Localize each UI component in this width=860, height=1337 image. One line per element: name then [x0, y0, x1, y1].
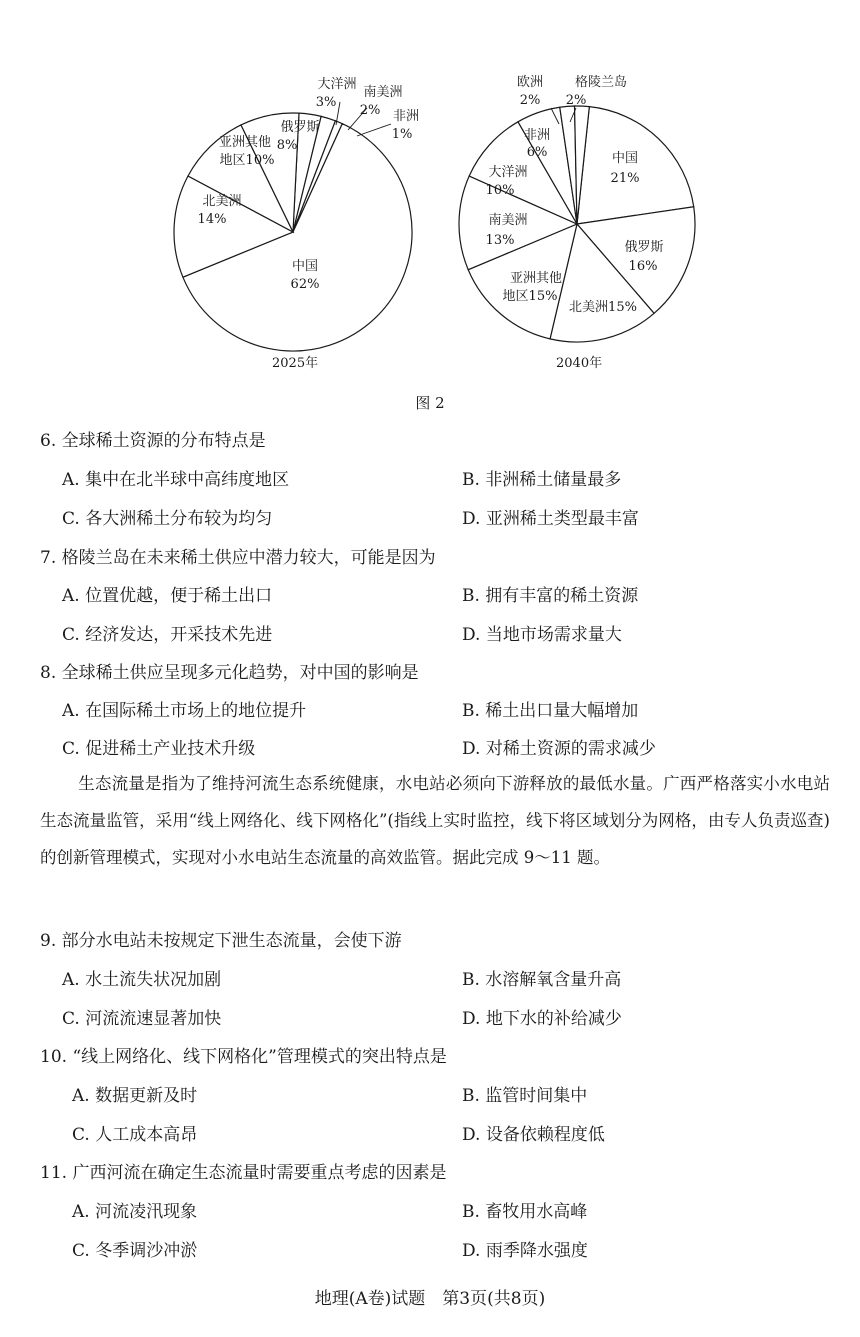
pie2-label-russia-value: 16% [628, 259, 658, 274]
pie2-label-asia-value: 地区15% [502, 289, 558, 304]
pie1-label-asia-name: 亚洲其他 [218, 135, 272, 150]
pie1-label-africa-name: 非洲 [392, 109, 420, 124]
passage-text: 生态流量是指为了维持河流生态系统健康，水电站必须向下游释放的最低水量。广西严格落实小水电站生态流量监管，采用“线上网络化、线下网格化”(指线上实时监控，线下将区域划分为网格，由专人负责巡查)的创新管理模式，实现对小水电站生态流量的高效监管。据此完成 9～11 题。 [40, 774, 830, 867]
pie2-label-africa-value: 6% [526, 145, 548, 160]
pie2-label-greenland-value: 2% [565, 93, 587, 108]
question-7-option-a: A. 位置优越，便于稀土出口 [62, 586, 273, 606]
figure-2 [0, 0, 860, 380]
question-9-option-d: D. 地下水的补给减少 [462, 1009, 622, 1029]
question-9-option-a: A. 水土流失状况加剧 [62, 970, 222, 990]
question-8-option-d: D. 对稀土资源的需求减少 [462, 739, 656, 759]
pie2-label-europe-value: 2% [519, 93, 541, 108]
question-11-option-b: B. 畜牧用水高峰 [462, 1202, 588, 1222]
question-8-title: 8. 全球稀土供应呈现多元化趋势，对中国的影响是 [40, 663, 419, 683]
pie1-label-africa-value: 1% [391, 127, 413, 142]
pie2-label-samerica-value: 13% [485, 233, 515, 248]
question-11-option-a: A. 河流凌汛现象 [72, 1202, 198, 1222]
pie1-label-namerica-value: 14% [197, 212, 227, 227]
pie1-label-namerica-name: 北美洲 [202, 194, 242, 209]
pie1-label-oceania-name: 大洋洲 [317, 77, 357, 92]
question-9-title: 9. 部分水电站未按规定下泄生态流量，会使下游 [40, 931, 402, 951]
page-footer: 地理(A卷)试题 第3页(共8页) [314, 1289, 546, 1309]
pie2-label-greenland-name: 格陵兰岛 [574, 75, 628, 90]
pie2-label-europe-name: 欧洲 [516, 75, 544, 90]
pie1-year-label: 2025年 [272, 356, 319, 371]
pie2-label-china-value: 21% [610, 171, 640, 186]
question-9-option-b: B. 水溶解氧含量升高 [462, 970, 622, 990]
question-8-option-c: C. 促进稀土产业技术升级 [62, 739, 256, 759]
pie1-label-russia-value: 8% [276, 138, 298, 153]
pie1-leader-africa [357, 124, 391, 136]
question-7-option-c: C. 经济发达，开采技术先进 [62, 625, 273, 645]
pie1-label-samerica-value: 2% [359, 103, 381, 118]
pie1-label-asia-value: 地区10% [219, 153, 275, 168]
pie2-year-label: 2040年 [556, 356, 603, 371]
pie-charts-svg [0, 0, 860, 380]
question-10-title: 10. “线上网络化、线下网格化”管理模式的突出特点是 [40, 1047, 447, 1067]
pie2-label-namerica: 北美洲15% [569, 300, 637, 315]
question-6-option-a: A. 集中在北半球中高纬度地区 [62, 470, 290, 490]
pie2-label-oceania-value: 10% [485, 183, 515, 198]
pie2-label-asia-name: 亚洲其他 [509, 271, 563, 286]
reading-passage [40, 765, 830, 876]
question-10-option-a: A. 数据更新及时 [72, 1086, 198, 1106]
pie1-leader-samerica [348, 108, 367, 130]
question-9-option-c: C. 河流流速显著加快 [62, 1009, 222, 1029]
question-6-option-b: B. 非洲稀土储量最多 [462, 470, 622, 490]
question-10-option-b: B. 监管时间集中 [462, 1086, 588, 1106]
question-6-option-d: D. 亚洲稀土类型最丰富 [462, 509, 639, 529]
pie2-label-samerica-name: 南美洲 [488, 213, 528, 228]
pie2-label-china-name: 中国 [611, 151, 639, 166]
question-10-option-c: C. 人工成本高昂 [72, 1125, 198, 1145]
figure-caption: 图 2 [415, 394, 445, 412]
pie2-label-africa-name: 非洲 [523, 128, 551, 143]
pie1-label-russia-name: 俄罗斯 [280, 120, 320, 135]
question-7-title: 7. 格陵兰岛在未来稀土供应中潜力较大，可能是因为 [40, 548, 436, 568]
question-11-option-c: C. 冬季调沙冲淤 [72, 1241, 198, 1261]
question-8-option-a: A. 在国际稀土市场上的地位提升 [62, 701, 307, 721]
question-6-option-c: C. 各大洲稀土分布较为均匀 [62, 509, 273, 529]
question-11-option-d: D. 雨季降水强度 [462, 1241, 588, 1261]
pie1-label-oceania-value: 3% [315, 95, 337, 110]
question-8-option-b: B. 稀土出口量大幅增加 [462, 701, 639, 721]
question-7-option-d: D. 当地市场需求量大 [462, 625, 622, 645]
question-11-title: 11. 广西河流在确定生态流量时需要重点考虑的因素是 [40, 1163, 447, 1183]
pie2-label-russia-name: 俄罗斯 [624, 240, 664, 255]
question-10-option-d: D. 设备依赖程度低 [462, 1125, 605, 1145]
question-7-option-b: B. 拥有丰富的稀土资源 [462, 586, 639, 606]
pie1-label-china-name: 中国 [291, 259, 319, 274]
pie1-label-samerica-name: 南美洲 [363, 85, 403, 100]
pie2-label-oceania-name: 大洋洲 [488, 165, 528, 180]
question-6-title: 6. 全球稀土资源的分布特点是 [40, 431, 266, 451]
pie1-label-china-value: 62% [290, 277, 320, 292]
